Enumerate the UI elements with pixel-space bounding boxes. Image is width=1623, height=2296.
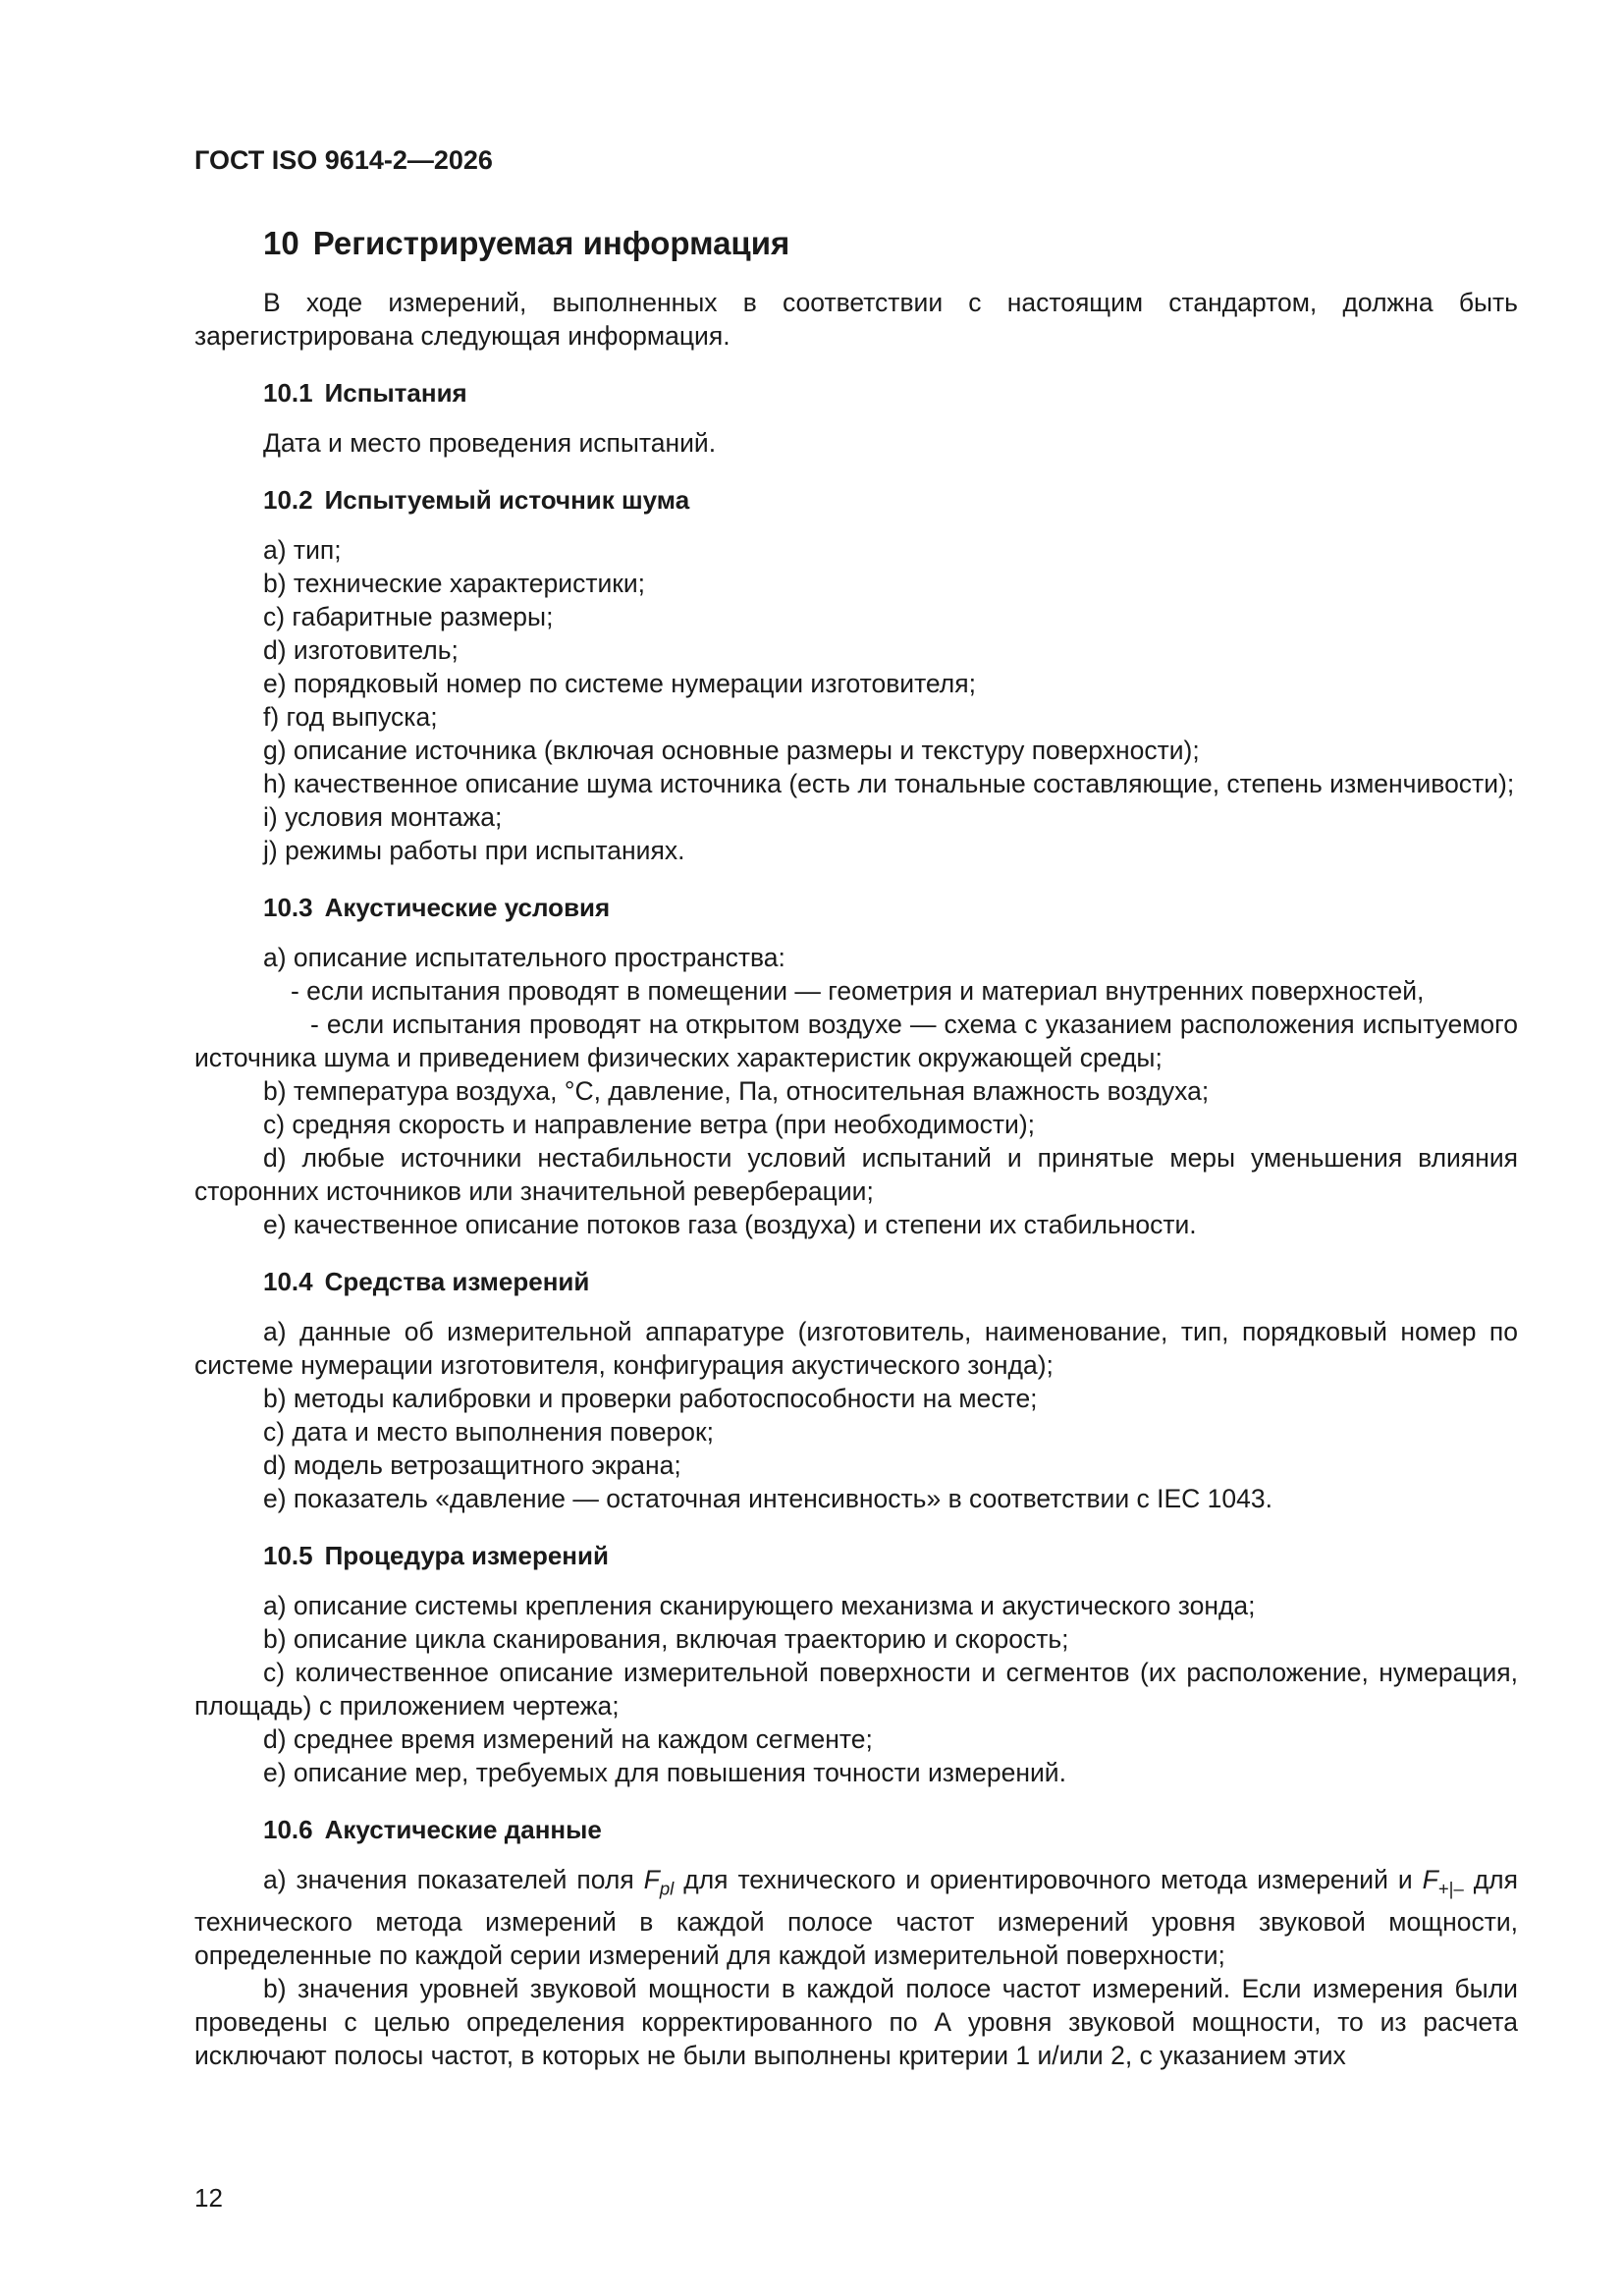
list-item: g) описание источника (включая основные размеры и текстуру поверхности); (263, 736, 1200, 765)
formula-symbol: F (643, 1865, 660, 1894)
list-item: c) средняя скорость и направление ветра (при необходимости); (263, 1110, 1036, 1139)
list-item: c) габаритные размеры; (263, 602, 554, 631)
list-item: a) описание испытательного пространства: (263, 943, 785, 972)
list-item: b) методы калибровки и проверки работоспособности на месте; (263, 1384, 1038, 1413)
section-intro: В ходе измерений, выполненных в соответствии с настоящим стандартом, должна быть зарегистрирована следующая информация. (194, 288, 1518, 351)
formula-subscript: pl (659, 1878, 675, 1899)
standard-header: ГОСТ ISO 9614-2—2026 (194, 145, 493, 175)
subsection-heading: 10.1 Испытания (263, 378, 467, 408)
list-item: e) описание мер, требуемых для повышения точности измерений. (263, 1758, 1066, 1787)
dash-item: - если испытания проводят на открытом воздухе — схема с указанием расположения испытуемого источника шума и приведением физических характеристик окружающей среды; (194, 1010, 1518, 1072)
list-item: c) дата и место выполнения поверок; (263, 1417, 714, 1447)
list-item: j) режимы работы при испытаниях. (263, 836, 685, 865)
list-item: d) модель ветрозащитного экрана; (263, 1450, 681, 1480)
list-item: b) значения уровней звуковой мощности в каждой полосе частот измерений. Если измерения были проведены с целью определения корректированного по А уровня звуковой мощности, то из расчета исключают полосы частот, в которых не были выполнены критерии 1 и/или 2, с указанием этих (194, 1974, 1518, 2071)
list-item: h) качественное описание шума источника (есть ли тональные составляющие, степень изменчивости); (263, 769, 1515, 798)
list-item: b) описание цикла сканирования, включая траекторию и скорость; (263, 1624, 1069, 1654)
formula-subscript: +|– (1437, 1878, 1464, 1899)
list-item: e) порядковый номер по системе нумерации изготовителя; (263, 669, 976, 698)
list-item: a) тип; (263, 535, 342, 565)
subsection-heading: 10.5 Процедура измерений (263, 1541, 609, 1570)
list-item: b) технические характеристики; (263, 569, 646, 598)
document-page (194, 145, 1518, 2072)
list-item: d) любые источники нестабильности условий испытаний и принятые меры уменьшения влияния сторонних источников или значительной реверберации; (194, 1143, 1518, 1206)
formula-symbol: F (1422, 1865, 1438, 1894)
dash-item: - если испытания проводят в помещении — геометрия и материал внутренних поверхностей, (291, 976, 1425, 1006)
subsection-heading: 10.2 Испытуемый источник шума (263, 485, 690, 515)
list-item: e) показатель «давление — остаточная интенсивность» в соответствии с IEC 1043. (263, 1484, 1272, 1513)
list-item: d) изготовитель; (263, 635, 459, 665)
list-item: a) значения показателей поля $F_{pl}$ для технического и ориентировочного метода измерений и $F_{+|-}$ для технического метода измерений в каждой полосе частот измерений уровня звуковой мощности, определенные по каждой серии измерений для каждой измерительной поверхности; (194, 1865, 1518, 1971)
section-title: Регистрируемая информация (312, 225, 790, 261)
list-item: f) год выпуска; (263, 702, 438, 732)
subsection-heading: 10.3 Акустические условия (263, 893, 611, 922)
list-item: i) условия монтажа; (263, 802, 503, 832)
list-item: a) данные об измерительной аппаратуре (изготовитель, наименование, тип, порядковый номер по системе нумерации изготовителя, конфигурация акустического зонда); (194, 1317, 1518, 1380)
section-heading (263, 225, 1518, 262)
list-item: e) качественное описание потоков газа (воздуха) и степени их стабильности. (263, 1210, 1197, 1239)
page-number: 12 (194, 2183, 223, 2213)
list-item: b) температура воздуха, °C, давление, Па, относительная влажность воздуха; (263, 1076, 1210, 1106)
paragraph: Дата и место проведения испытаний. (263, 428, 717, 458)
list-item: a) описание системы крепления сканирующего механизма и акустического зонда; (263, 1591, 1256, 1620)
list-item: c) количественное описание измерительной поверхности и сегментов (их расположение, нумерация, площадь) с приложением чертежа; (194, 1658, 1518, 1721)
list-item: d) среднее время измерений на каждом сегменте; (263, 1724, 873, 1754)
subsection-heading: 10.4 Средства измерений (263, 1267, 590, 1296)
section-number: 10 (263, 225, 299, 261)
subsection-heading: 10.6 Акустические данные (263, 1815, 602, 1844)
